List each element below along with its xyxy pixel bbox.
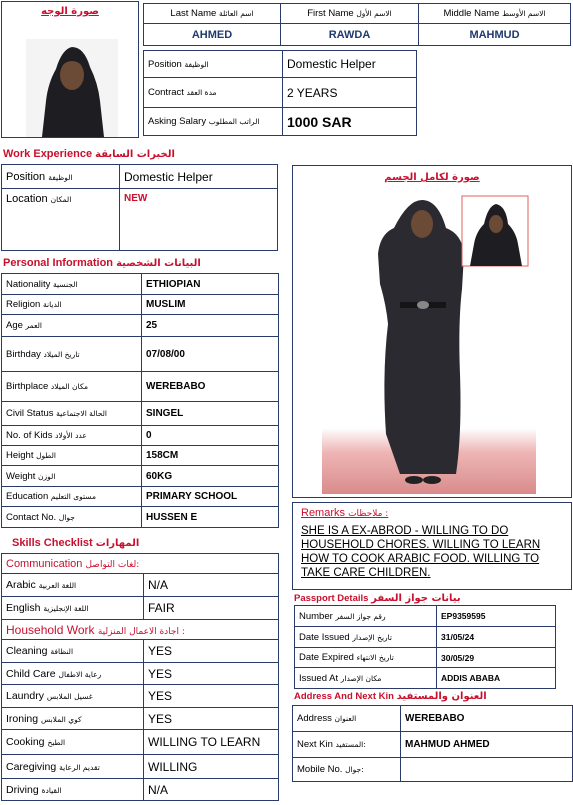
skills-table: Communication لغات التواصل: Arabic اللغة العربية N/A English اللغة الإنجليزية FAIR Household Work اجادة الاعمال المنزلية : Cleaning النظافة YES Child Care رعاية الاطفال YES Laundry غسيل الملابس YES Ironing كوي الملابس YES Cooking الطبخ WILLING TO LEARN Caregiving تقديم الرعاية WILLING Driving القيادة N/A (1, 553, 279, 801)
we-location-label: Location (6, 193, 48, 205)
skill-value: N/A (144, 779, 279, 801)
skill-row: Child Care رعاية الاطفال YES (2, 663, 279, 685)
personal-info-row: Civil Status الحالة الاجتماعية SINGEL (2, 402, 279, 426)
last-name-label: Last Name (170, 8, 217, 19)
personal-info-row: Nationality الجنسية ETHIOPIAN (2, 274, 279, 295)
personal-info-value: PRIMARY SCHOOL (142, 487, 279, 507)
position-value: Domestic Helper (283, 51, 417, 78)
skill-row: Caregiving تقديم الرعاية WILLING (2, 755, 279, 779)
personal-info-value: 0 (142, 426, 279, 446)
personal-info-row: Weight الوزن 60KG (2, 466, 279, 487)
top-info-table: Position الوظيفة Domestic Helper Contract مدة العقد 2 YEARS Asking Salary الراتب المطلوب 1000 SAR (143, 50, 417, 136)
personal-info-row: Religion الديانة MUSLIM (2, 295, 279, 315)
first-name: RAWDA (281, 24, 419, 46)
skill-value: YES (144, 640, 279, 663)
personal-info-label: Birthplace (6, 381, 49, 392)
passport-detail-row: Number رقم جواز السفر EP9359595 (295, 606, 556, 627)
middle-name: MAHMUD (419, 24, 571, 46)
personal-info-label: Nationality (6, 278, 51, 290)
address-detail-row: Address العنوان WEREBABO (293, 706, 573, 732)
address-detail-value: WEREBABO (401, 706, 573, 732)
contract-label: Contract (148, 87, 184, 98)
work-experience-title: Work Experience الخبرات السابقة (3, 148, 175, 160)
address-detail-row: Next Kin المستفيد: MAHMUD AHMED (293, 732, 573, 758)
skill-row: Ironing كوي الملابس YES (2, 708, 279, 730)
personal-info-table (1, 273, 279, 528)
position-label: Position (148, 58, 182, 70)
passport-detail-label: Date Issued (299, 631, 350, 643)
passport-detail-value: EP9359595 (437, 606, 556, 627)
personal-info-value: MUSLIM (142, 295, 279, 315)
personal-info-label: Weight (6, 470, 36, 482)
skill-row: Arabic اللغة العربية N/A (2, 574, 279, 597)
address-title: Address And Next Kin العنوان والمستفيد (294, 691, 487, 702)
remarks-title: Remarks ملاحظات : (301, 507, 389, 519)
personal-info-label: Civil Status (6, 408, 54, 419)
address-detail-row: Mobile No. جوال: (293, 758, 573, 782)
personal-info-value: WEREBABO (142, 372, 279, 402)
communication-label: Communication (6, 557, 83, 570)
remarks-box (292, 502, 572, 590)
we-position-label: Position (6, 170, 46, 183)
personal-info-row: Education مستوى التعليم PRIMARY SCHOOL (2, 487, 279, 507)
passport-detail-label: Issued At (299, 672, 339, 684)
skill-value: WILLING TO LEARN (144, 730, 279, 755)
skill-label: Laundry (6, 690, 44, 702)
personal-info-value: HUSSEN E (142, 507, 279, 528)
passport-detail-value: ADDIS ABABA (437, 668, 556, 689)
personal-info-label: Religion (6, 299, 41, 310)
middle-name-label: Middle Name (443, 8, 500, 19)
skill-value: YES (144, 708, 279, 730)
personal-info-title: Personal Information البيانات الشخصية (3, 257, 201, 269)
passport-detail-value: 31/05/24 (437, 627, 556, 648)
personal-info-label: Contact No. (6, 511, 57, 523)
address-detail-value: MAHMUD AHMED (401, 732, 573, 758)
skill-label: Cleaning (6, 645, 48, 657)
face-photo-title: صورة الوجه (41, 6, 99, 17)
skill-value: N/A (144, 574, 279, 597)
skill-label: Driving (6, 783, 39, 796)
personal-info-value: 07/08/00 (142, 337, 279, 372)
passport-title: Passport Details بيانات جواز السفر (294, 593, 461, 604)
names-table: Last Name اسم العائلة First Name الاسم الأول Middle Name الاسم الأوسط AHMED RAWDA MAHMUD (143, 3, 571, 46)
personal-info-row: Height الطول 158CM (2, 446, 279, 466)
face-photo (26, 39, 118, 137)
personal-info-value: ETHIOPIAN (142, 274, 279, 295)
personal-info-row: Birthday تاريخ الميلاد 07/08/00 (2, 337, 279, 372)
skill-label: Child Care (6, 667, 56, 680)
passport-detail-value: 30/05/29 (437, 648, 556, 668)
passport-detail-label: Date Expired (299, 652, 354, 663)
skill-label: English (6, 602, 41, 614)
contract-value: 2 YEARS (283, 78, 417, 108)
passport-detail-row: Issued At مكان الإصدار ADDIS ABABA (295, 668, 556, 689)
personal-info-row: Age العمر 25 (2, 315, 279, 337)
personal-info-label: Height (6, 450, 34, 461)
skill-row: Cleaning النظافة YES (2, 640, 279, 663)
skill-row: English اللغة الإنجليزية FAIR (2, 597, 279, 620)
personal-info-row: Birthplace مكان الميلاد WEREBABO (2, 372, 279, 402)
skill-value: FAIR (144, 597, 279, 620)
personal-info-value: 25 (142, 315, 279, 337)
full-body-photo (322, 194, 536, 494)
skill-row: Laundry غسيل الملابس YES (2, 685, 279, 708)
skill-row: Cooking الطبخ WILLING TO LEARN (2, 730, 279, 755)
face-photo-box (1, 1, 139, 138)
personal-info-row: No. of Kids عدد الأولاد 0 (2, 426, 279, 446)
personal-info-label: Age (6, 320, 23, 331)
full-photo-title: صورة لكامل الجسم (384, 172, 480, 183)
skill-label: Arabic (6, 579, 36, 591)
skills-title: Skills Checklist المهارات (12, 537, 140, 549)
personal-info-value: 60KG (142, 466, 279, 487)
personal-info-label: Education (6, 491, 49, 502)
personal-info-label: No. of Kids (6, 430, 53, 441)
skill-value: WILLING (144, 755, 279, 779)
personal-info-value: 158CM (142, 446, 279, 466)
address-table (292, 705, 573, 782)
we-position-value: Domestic Helper (120, 165, 278, 189)
passport-detail-row: Date Issued تاريخ الإصدار 31/05/24 (295, 627, 556, 648)
skill-row: Driving القيادة N/A (2, 779, 279, 801)
passport-table (294, 605, 556, 689)
work-experience-table: Position الوظيفة Domestic Helper Location المكان NEW (1, 164, 278, 251)
address-detail-label: Mobile No. (297, 764, 343, 775)
passport-detail-row: Date Expired تاريخ الانتهاء 30/05/29 (295, 648, 556, 668)
skill-label: Caregiving (6, 760, 57, 773)
skill-label: Ironing (6, 712, 39, 725)
address-detail-value (401, 758, 573, 782)
first-name-label: First Name (307, 8, 354, 19)
personal-info-value: SINGEL (142, 402, 279, 426)
last-name: AHMED (144, 24, 281, 46)
household-label: Household Work (6, 622, 95, 637)
personal-info-row: Contact No. جوال HUSSEN E (2, 507, 279, 528)
we-location-value: NEW (120, 189, 278, 251)
skill-label: Cooking (6, 736, 45, 748)
remarks-text: SHE IS A EX-ABROD - WILLING TO DO HOUSEHOLD CHORES. WILLING TO LEARN HOW TO COOK ARABIC FOOD. WILLING TO TAKE CARE CHILDREN. (301, 525, 541, 579)
full-photo-box (292, 165, 572, 498)
address-detail-label: Address (297, 713, 332, 724)
address-detail-label: Next Kin (297, 739, 333, 750)
salary-label: Asking Salary (148, 116, 207, 127)
skill-value: YES (144, 663, 279, 685)
salary-value: 1000 SAR (283, 108, 417, 136)
passport-detail-label: Number (299, 610, 333, 622)
personal-info-label: Birthday (6, 348, 41, 360)
skill-value: YES (144, 685, 279, 708)
